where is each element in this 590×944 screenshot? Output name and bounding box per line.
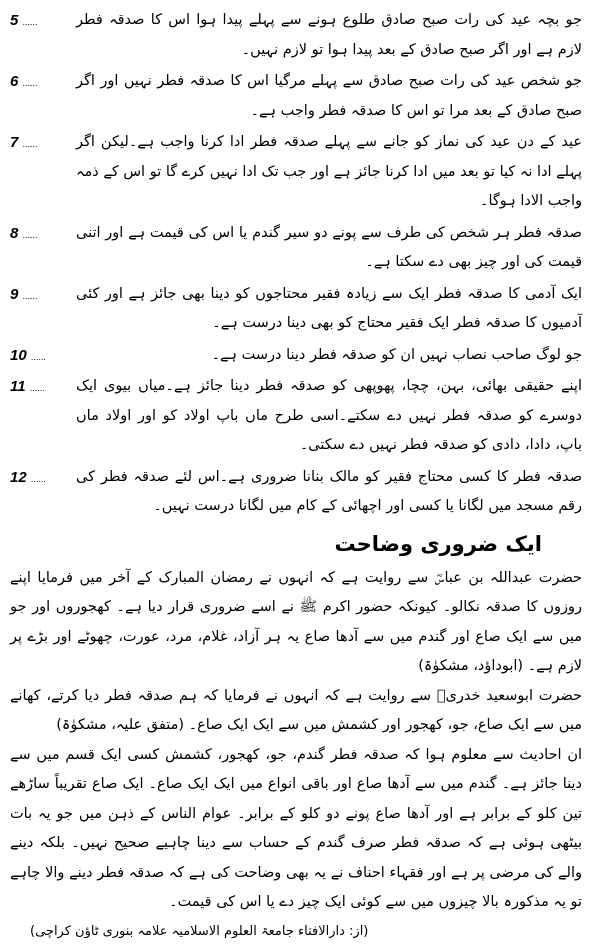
item-text: جو شخص عید کی رات صبح صادق سے پہلے مرگیا اس کا صدقہ فطر نہیں اور اگر صبح صادق کے بعد مرا تو اس کا صدقہ فطر واجب ہے۔ [76, 73, 582, 119]
item-number: 10 ...... [10, 346, 46, 364]
item-text: اپنے حقیقی بھائی، بہن، چچا، پھوپھی کو صدقہ فطر دینا جائز ہے۔میاں بیوی ایک دوسرے کو صدقہ فطر نہیں دے سکتے۔اسی طرح ماں باپ اولاد کو اور اولاد ماں باپ، دادا، دادی کو صدقہ فطر نہیں دے سکتی۔ [76, 378, 582, 453]
body-paragraph-1: حضرت عبداللہ بن عباسؓ سے روایت ہے کہ انہوں نے رمضان المبارک کے آخر میں فرمایا اپنے روزوں کا صدقہ نکالو۔ کیونکہ حضور اکرم ﷺ نے اسے ضروری قرار دیا ہے۔ کھجوروں اور جو میں سے ایک صاع اور گندم میں سے آدھا صاع یہ ہر آزاد، غلام، مرد، عورت، چھوٹے اور بڑے پر لازم ہے۔ (ابوداؤد، مشکوٰۃ) [10, 569, 582, 674]
list-item-10 [10, 341, 582, 371]
list-item-8 [10, 219, 582, 278]
item-text: صدقہ فطر ہر شخص کی طرف سے پونے دو سیر گندم یا اس کی قیمت ہے اور اتنی قیمت کی اور چیز بھی دے سکتا ہے۔ [76, 224, 582, 270]
list-item-7 [10, 128, 582, 217]
source-citation: (از: دارالافتاء جامعۃ العلوم الاسلامیہ علامہ بنوری ٹاؤن کراچی) [30, 923, 369, 939]
item-number: 8 ...... [10, 224, 38, 242]
body-paragraph-2: حضرت ابوسعید خدریؓ سے روایت ہے کہ انہوں نے فرمایا کہ ہم صدقہ فطر دیا کرتے، کھانے میں سے ایک صاع، جو، کھجور اور کشمش میں سے ایک ایک صاع۔ (متفق علیہ، مشکوٰۃ) [10, 687, 582, 733]
item-text: جو لوگ صاحب نصاب نہیں ان کو صدقہ فطر دینا درست ہے۔ [211, 346, 582, 363]
item-number: 6 ...... [10, 73, 38, 90]
item-text: جو بچہ عید کی رات صبح صادق طلوع ہونے سے پہلے پیدا ہوا اس کا صدقہ فطر لازم ہے اور اگر صبح صادق کے بعد پیدا ہوا تو لازم نہیں۔ [76, 12, 582, 58]
list-item-5 [10, 6, 582, 65]
list-item-12 [10, 463, 582, 522]
list-item-9 [10, 280, 582, 339]
item-text: ایک آدمی کا صدقہ فطر ایک سے زیادہ فقیر محتاجوں کو دینا بھی جائز ہے اور کئی آدمیوں کا صدقہ فطر ایک فقیر محتاج کو بھی دینا درست ہے۔ [76, 285, 582, 331]
item-text: عید کے دن عید کی نماز کو جانے سے پہلے صدقہ فطر ادا کرنا واجب ہے۔لیکن اگر پہلے ادا نہ کیا تو بعد میں ادا کرنا جائز ہے اور جب تک ادا نہیں کرے گا تو اس کے ذمہ واجب الادا ہوگا۔ [76, 134, 582, 209]
body-paragraph-3: ان احادیث سے معلوم ہوا کہ صدقہ فطر گندم، جو، کھجور، کشمش کسی ایک قسم میں سے دینا جائز ہے۔ گندم میں سے آدھا صاع اور باقی انواع میں ایک ایک صاع۔ ایک صاع تقریباً ساڑھے تین کلو کے برابر ہے اور آدھا صاع پونے دو کلو کے برابر۔ عوام الناس کے ذہن میں جو یہ بات بیٹھی ہوئی ہے کہ صدقہ فطر صرف گندم کے حساب سے دینا چاہیے صحیح نہیں۔ بلکہ دینے والے کی مرضی پر ہے اور فقہاء احناف نے یہ بھی وضاحت کی ہے کہ صدقہ فطر دینے والا چاہے تو یہ مذکورہ بالا چیزوں میں سے کوئی ایک چیز دے یا اس کی قیمت۔ [10, 746, 582, 910]
item-number: 12 ...... [10, 468, 46, 486]
item-number: 7 ...... [10, 134, 38, 151]
list-item-6 [10, 67, 582, 126]
item-number: 5 ...... [10, 12, 38, 29]
item-number: 11 ...... [10, 378, 45, 395]
list-item-11 [10, 372, 582, 461]
item-text: صدقہ فطر کا کسی محتاج فقیر کو مالک بنانا ضروری ہے۔اس لئے صدقہ فطر کی رقم مسجد میں لگانا یا کسی اور اچھائی کے کام میں لگانا درست نہیں۔ [76, 468, 582, 514]
item-number: 9 ...... [10, 285, 38, 303]
section-heading: ایک ضروری وضاحت [334, 531, 542, 556]
